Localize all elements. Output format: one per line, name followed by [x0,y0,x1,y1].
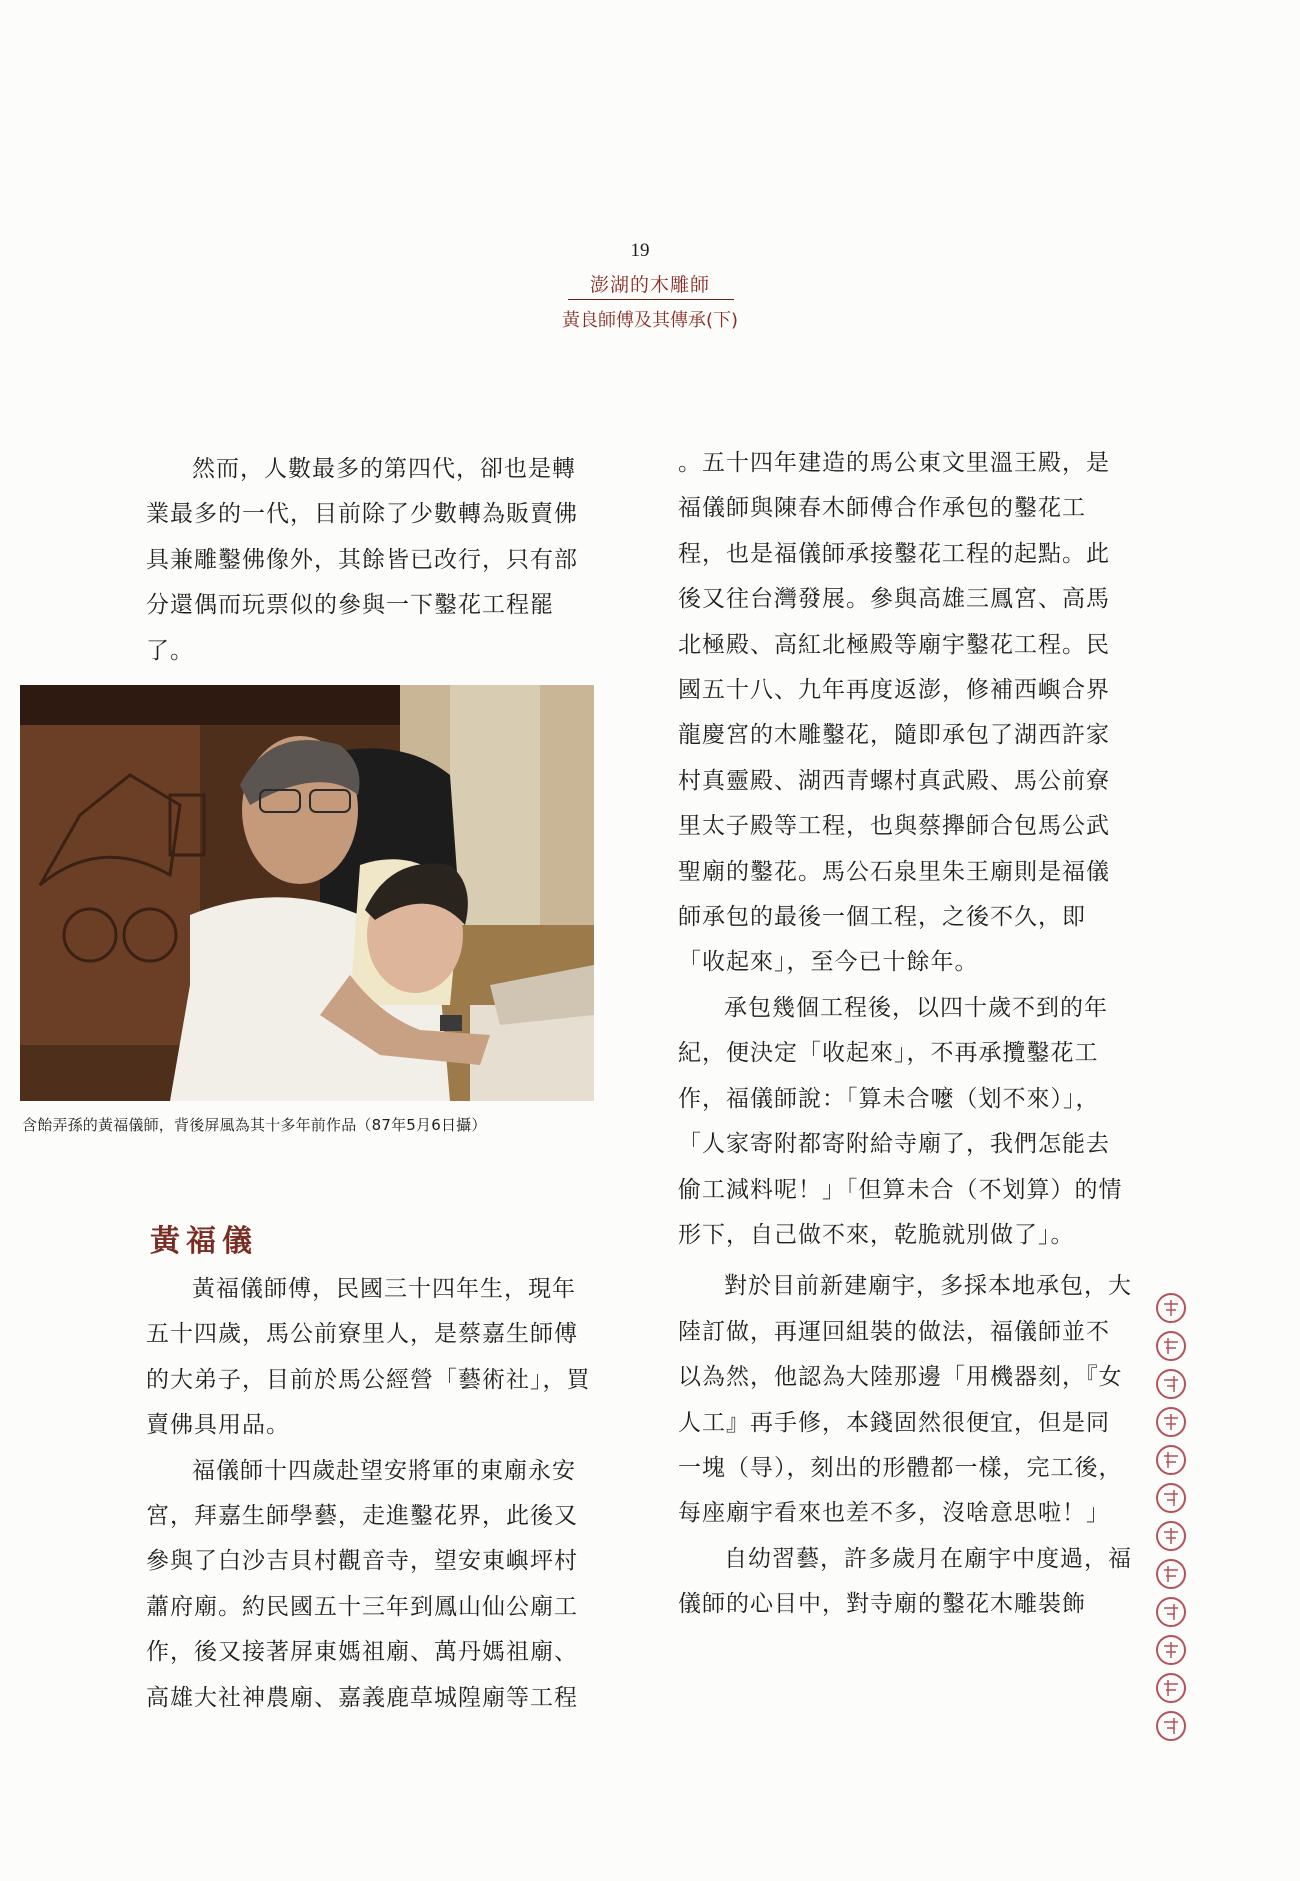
paragraph: 自幼習藝，許多歲月在廟宇中度過，福儀師的心目中，對寺廟的鑿花木雕裝飾 [678,1545,1132,1618]
paragraph: 黃福儀師傅，民國三十四年生，現年五十四歲，馬公前寮里人，是蔡嘉生師傅的大弟子，目前於馬公經營「藝術社」，買賣佛具用品。 [146,1276,591,1439]
photo-image [20,685,594,1101]
left-column-bottom [146,1267,598,1721]
photo-caption: 含飴弄孫的黃福儀師，背後屏風為其十多年前作品（87年5月6日攝） [22,1116,487,1134]
seal-ornament [1148,1290,1194,1750]
left-column-top [146,447,596,674]
paragraph: 對於目前新建廟宇，多採本地承包，大陸訂做，再運回組裝的做法，福儀師並不以為然，他認為大陸那邊「用機器刻，『女人工』再手修，本錢固然很便宜，但是同一塊（㝵），刻出的形體都一樣，完工後，每座廟宇看來也差不多，沒啥意思啦！」 [678,1273,1132,1527]
right-column [678,441,1133,1628]
seal-stamps-icon [1148,1290,1194,1750]
paragraph: 承包幾個工程後，以四十歲不到的年紀，便決定「收起來」，不再承攬鑿花工作，福儀師說：「算未合嚒（划不來）」，「人家寄附都寄附給寺廟了，我們怎能去偷工減料呢！」「但算未合（不划算）的情形下，自己做不來，乾脆就別做了」。 [678,994,1123,1248]
header-divider [568,299,734,300]
page-number: 19 [630,240,650,261]
section-title: 黃福儀 [150,1224,258,1259]
paragraph: 然而，人數最多的第四代，卻也是轉業最多的一代，目前除了少數轉為販賣佛具兼雕鑿佛像外，其餘皆已改行，只有部分還偶而玩票似的參與一下鑿花工程罷了。 [146,456,578,664]
article-title: 黃良師傅及其傳承(下) [561,310,739,331]
photo [20,685,594,1101]
paragraph: 。五十四年建造的馬公東文里溫王殿，是福儀師與陳春木師傅合作承包的鑿花工程，也是福儀師承接鑿花工程的起點。此後又往台灣發展。參與高雄三鳳宮、高馬北極殿、高紅北極殿等廟宇鑿花工程。民國五十八、九年再度返澎，修補西嶼合界龍慶宮的木雕鑿花，隨即承包了湖西許家村真靈殿、湖西青螺村真武殿、馬公前寮里太子殿等工程，也與蔡攑師合包馬公武聖廟的鑿花。馬公石泉里朱王廟則是福儀師承包的最後一個工程，之後不久，即「收起來」，至今已十餘年。 [678,450,1110,976]
series-title: 澎湖的木雕師 [589,274,710,296]
paragraph: 福儀師十四歲赴望安將軍的東廟永安宮，拜嘉生師學藝，走進鑿花界，此後又參與了白沙吉貝村觀音寺，望安東嶼坪村蕭府廟。約民國五十三年到鳳山仙公廟工作，後又接著屏東媽祖廟、萬丹媽祖廟、高雄大社神農廟、嘉義鹿草城隍廟等工程 [146,1457,578,1711]
